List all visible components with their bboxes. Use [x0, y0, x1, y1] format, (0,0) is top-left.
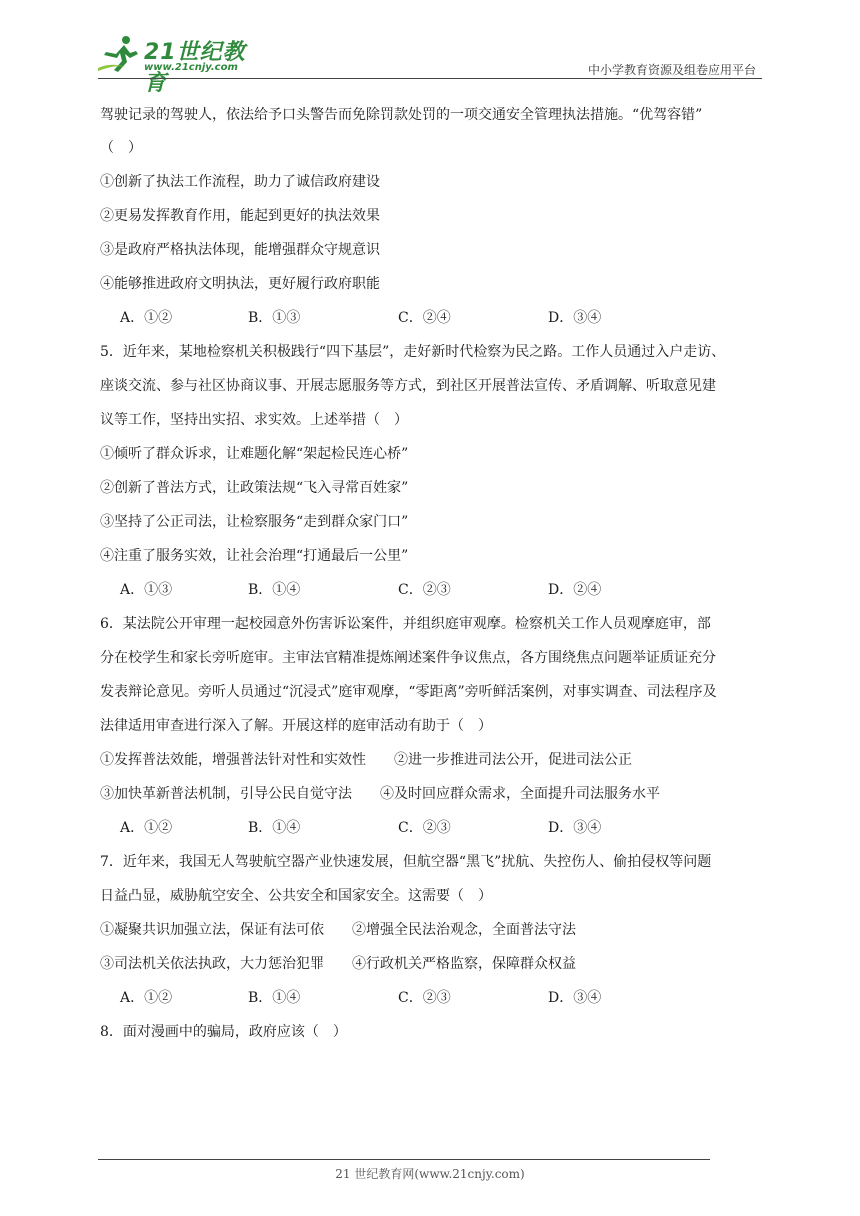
q5-stem-line: 5．近年来，某地检察机关积极践行“四下基层”，走好新时代检察为民之路。工作人员通过入户走访、 [100, 344, 726, 360]
q6-option-a[interactable]: A．①② [120, 820, 173, 836]
page-footer: 21 世纪教育网(www.21cnjy.com) [335, 1167, 525, 1181]
q6-statements: ①发挥普法效能，增强普法针对性和实效性 ②进一步推进司法公开，促进司法公正 [100, 752, 632, 768]
q4-statement: ②更易发挥教育作用，能起到更好的执法效果 [100, 208, 380, 224]
q7-statements: ①凝聚共识加强立法，保证有法可依 ②增强全民法治观念，全面普法守法 [100, 922, 576, 938]
q4-option-b[interactable]: B．①③ [248, 310, 301, 326]
q6-option-c[interactable]: C．②③ [398, 820, 451, 836]
q4-option-c[interactable]: C．②④ [398, 310, 451, 326]
logo [96, 34, 266, 96]
q5-statement: ①倾听了群众诉求，让难题化解“架起检民连心桥” [100, 446, 409, 462]
header-divider [98, 78, 762, 79]
q5-statement: ④注重了服务实效，让社会治理“打通最后一公里” [100, 548, 409, 564]
q5-option-d[interactable]: D．②④ [548, 582, 602, 598]
q7-stem-line: 日益凸显，威胁航空安全、公共安全和国家安全。这需要（ ） [100, 888, 492, 904]
q5-option-c[interactable]: C．②③ [398, 582, 451, 598]
q4-statement: ④能够推进政府文明执法，更好履行政府职能 [100, 276, 380, 292]
q7-option-c[interactable]: C．②③ [398, 990, 451, 1006]
q5-stem-line: 座谈交流、参与社区协商议事、开展志愿服务等方式，到社区开展普法宣传、矛盾调解、听取意见建 [100, 378, 716, 394]
q5-stem-line: 议等工作，坚持出实招、求实效。上述举措（ ） [100, 412, 408, 428]
q6-stem-line: 法律适用审查进行深入了解。开展这样的庭审活动有助于（ ） [100, 718, 492, 734]
footer-divider [98, 1159, 710, 1160]
q6-stem-line: 发表辩论意见。旁听人员通过“沉浸式”庭审观摩，“零距离”旁听鲜活案例，对事实调查、司法程序及 [100, 684, 717, 700]
q4-stem-line: 驾驶记录的驾驶人，依法给予口头警告而免除罚款处罚的一项交通安全管理执法措施。“优驾容错” [100, 107, 703, 123]
q5-statement: ②创新了普法方式，让政策法规“飞入寻常百姓家” [100, 480, 409, 496]
q4-option-d[interactable]: D．③④ [548, 310, 602, 326]
q8-stem-line: 8．面对漫画中的骗局，政府应该（ ） [100, 1024, 347, 1040]
q7-statements: ③司法机关依法执政，大力惩治犯罪 ④行政机关严格监察，保障群众权益 [100, 956, 576, 972]
q6-stem-line: 6．某法院公开审理一起校园意外伤害诉讼案件，并组织庭审观摩。检察机关工作人员观摩庭审，部 [100, 616, 711, 632]
platform-title: 中小学教育资源及组卷应用平台 [587, 63, 756, 77]
q4-statement: ①创新了执法工作流程，助力了诚信政府建设 [100, 174, 380, 190]
q7-stem-line: 7．近年来，我国无人驾驶航空器产业快速发展，但航空器“黑飞”扰航、失控伤人、偷拍侵权等问题 [100, 854, 712, 870]
logo-text: 21世纪教育 [144, 40, 246, 96]
q6-stem-line: 分在校学生和家长旁听庭审。主审法官精准提炼阐述案件争议焦点，各方围绕焦点问题举证质证充分 [100, 650, 716, 666]
runner-logo-icon [96, 34, 144, 74]
q7-option-a[interactable]: A．①② [120, 990, 173, 1006]
q7-option-b[interactable]: B．①④ [248, 990, 301, 1006]
q5-statement: ③坚持了公正司法，让检察服务“走到群众家门口” [100, 514, 409, 530]
q4-statement: ③是政府严格执法体现，能增强群众守规意识 [100, 242, 380, 258]
q5-option-a[interactable]: A．①③ [120, 582, 173, 598]
q6-option-b[interactable]: B．①④ [248, 820, 301, 836]
q6-option-d[interactable]: D．③④ [548, 820, 602, 836]
q5-option-b[interactable]: B．①④ [248, 582, 301, 598]
q4-option-a[interactable]: A．①② [120, 310, 173, 326]
logo-url: www.21cnjy.com [144, 62, 238, 73]
q6-statements: ③加快革新普法机制，引导公民自觉守法 ④及时回应群众需求，全面提升司法服务水平 [100, 786, 660, 802]
q7-option-d[interactable]: D．③④ [548, 990, 602, 1006]
page-header [0, 0, 860, 96]
q4-stem-line: （ ） [100, 140, 142, 156]
